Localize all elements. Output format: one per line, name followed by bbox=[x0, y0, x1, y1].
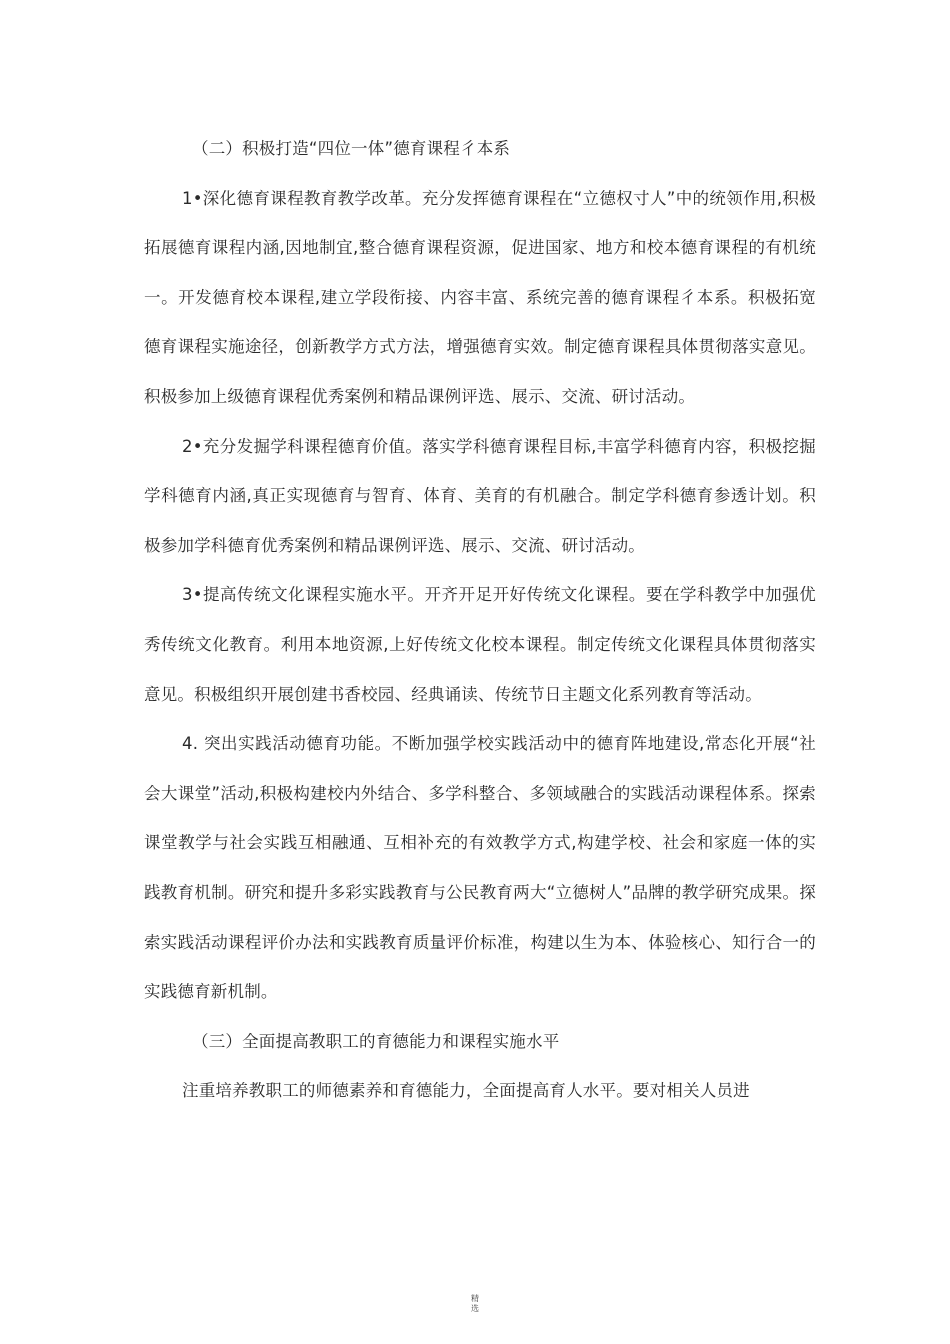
footer-line-1: 精 bbox=[471, 1294, 479, 1303]
paragraph-3: 3•提高传统文化课程实施水平。开齐开足开好传统文化课程。要在学科教学中加强优秀传统文化教育。利用本地资源,上好传统文化校本课程。制定传统文化课程具体贯彻落实意见。积极组织开展创建书香校园、经典诵读、传统节日主题文化系列教育等活动。 bbox=[144, 585, 816, 704]
document-body bbox=[144, 124, 816, 1116]
paragraph-5: 注重培养教职工的师德素养和育德能力，全面提高育人水平。要对相关人员进 bbox=[182, 1081, 750, 1101]
page-footer bbox=[0, 1294, 950, 1314]
paragraph-2: 2•充分发掘学科课程德育价值。落实学科德育课程目标,丰富学科德育内容，积极挖掘学科德育内涵,真正实现德育与智育、体育、美育的有机融合。制定学科德育参透计划。积极参加学科德育优秀案例和精品课例评选、展示、交流、研讨活动。 bbox=[144, 436, 816, 555]
paragraph-4: 4. 突出实践活动德育功能。不断加强学校实践活动中的德育阵地建设,常态化开展“社会大课堂”活动,积极构建校内外结合、多学科整合、多领域融合的实践活动课程体系。探索课堂教学与社会实践互相融通、互相补充的有效教学方式,构建学校、社会和家庭一体的实践教育机制。研究和提升多彩实践教育与公民教育两大“立德树人”品牌的教学研究成果。探索实践活动课程评价办法和实践教育质量评价标准，构建以生为本、体验核心、知行合一的实践德育新机制。 bbox=[144, 734, 816, 1002]
section-heading-3: （三）全面提高教职工的育德能力和课程实施水平 bbox=[192, 1031, 560, 1051]
paragraph-1: 1•深化德育课程教育教学改革。充分发挥德育课程在“立德权寸人”中的统领作用,积极拓展德育课程内涵,因地制宜,整合德育课程资源，促进国家、地方和校本德育课程的有机统一。开发德育校本课程,建立学段衔接、内容丰富、系统完善的德育课程彳本系。积极拓宽德育课程实施途径，创新教学方式方法，增强德育实效。制定德育课程具体贯彻落实意见。积极参加上级德育课程优秀案例和精品课例评选、展示、交流、研讨活动。 bbox=[144, 188, 816, 406]
section-heading-2: （二）积极打造“四位一体”德育课程彳本系 bbox=[192, 139, 511, 158]
footer-line-2: 选 bbox=[471, 1304, 479, 1313]
